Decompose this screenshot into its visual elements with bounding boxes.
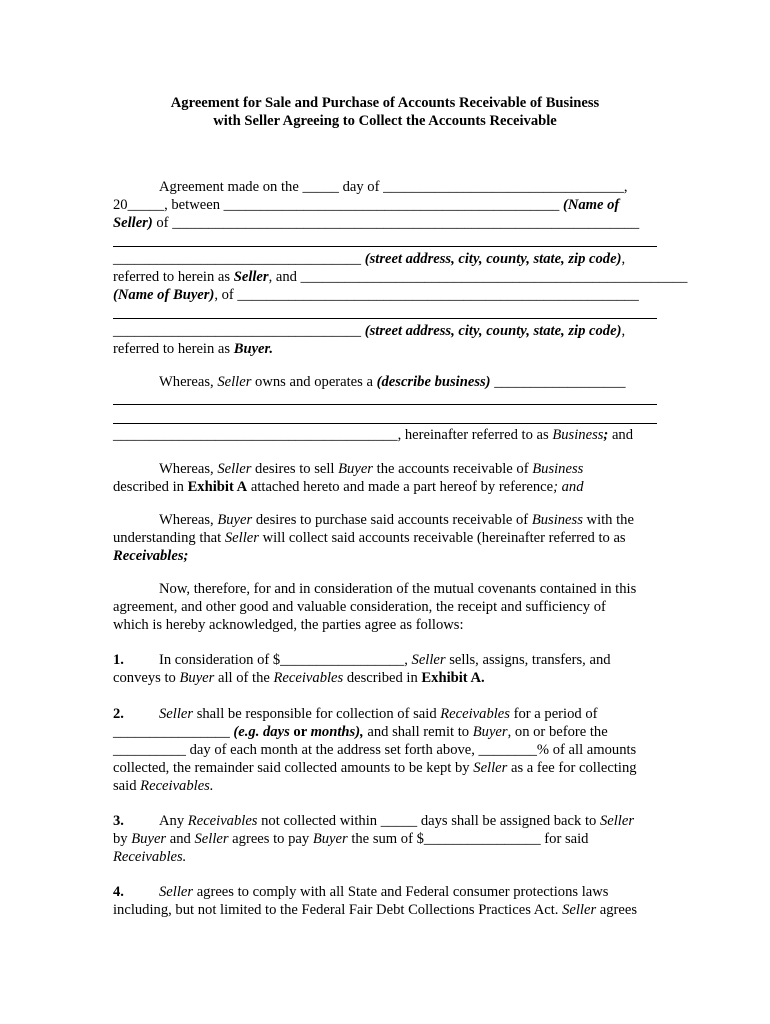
section-2-line-e: said Receivables. [113,778,214,794]
section-4-number: 4. [113,884,124,900]
para5-line-c: which is hereby acknowledged, the parties agree as follows: [113,617,464,633]
document-title-line-2: with Seller Agreeing to Collect the Accounts Receivable [213,113,557,129]
section-4-line-b: including, but not limited to the Federal Fair Debt Collections Practices Act. Seller agrees [113,902,638,918]
document-title-line-1: Agreement for Sale and Purchase of Accounts Receivable of Business [170,95,600,111]
para1-line-b: 20_____, between ______________________________________________ (Name of [113,197,620,213]
blank-rule [113,318,657,319]
para1-line-a: Agreement made on the _____ day of _________________________________, [159,179,628,195]
para5-line-a: Now, therefore, for and in consideration of the mutual covenants contained in this [159,581,637,597]
section-1-line-a: In consideration of $_________________, Seller sells, assigns, transfers, and [159,652,611,668]
para2-line-a: Whereas, Seller owns and operates a (describe business) __________________ [159,374,626,390]
blank-rule [113,246,657,247]
para1-line-e: referred to herein as Seller, and _____________________________________________________ [113,269,688,285]
section-1-line-b: conveys to Buyer all of the Receivables described in Exhibit A. [113,670,485,686]
para1-line-f: (Name of Buyer), of _______________________________________________________ [113,287,639,303]
section-3-number: 3. [113,813,124,829]
section-2-line-d: collected, the remainder said collected amounts to be kept by Seller as a fee for collecting [113,760,637,776]
section-2-line-b: ________________ (e.g. days or months), and shall remit to Buyer, on or before the [113,724,608,740]
section-4-line-a: Seller agrees to comply with all State and Federal consumer protections laws [159,884,609,900]
section-2-number: 2. [113,706,124,722]
section-3-line-b: by Buyer and Seller agrees to pay Buyer the sum of $________________ for said [113,831,589,847]
blank-rule [113,404,657,405]
para4-line-b: understanding that Seller will collect said accounts receivable (hereinafter referred to as [113,530,626,546]
section-1-number: 1. [113,652,124,668]
section-2-line-a: Seller shall be responsible for collection of said Receivables for a period of [159,706,598,722]
section-3-line-c: Receivables. [113,849,187,865]
para2-line-d: _______________________________________, hereinafter referred to as Business; and [113,427,634,443]
para3-line-a: Whereas, Seller desires to sell Buyer the accounts receivable of Business [159,461,584,477]
para5-line-b: agreement, and other good and valuable consideration, the receipt and sufficiency of [113,599,606,615]
para1-address-line-2: __________________________________ (street address, city, county, state, zip code), [113,323,626,339]
para3-line-b: described in Exhibit A attached hereto and made a part hereof by reference; and [113,479,584,495]
para1-line-h: referred to herein as Buyer. [113,341,274,357]
para1-address-line: __________________________________ (street address, city, county, state, zip code), [113,251,626,267]
section-3-line-a: Any Receivables not collected within _____ days shall be assigned back to Seller [159,813,635,829]
blank-rule [113,423,657,424]
para1-line-c: Seller) of ________________________________________________________________ [113,215,640,231]
para4-line-a: Whereas, Buyer desires to purchase said accounts receivable of Business with the [159,512,634,528]
para4-line-c: Receivables; [113,548,189,564]
section-2-line-c: __________ day of each month at the address set forth above, ________% of all amounts [113,742,637,758]
